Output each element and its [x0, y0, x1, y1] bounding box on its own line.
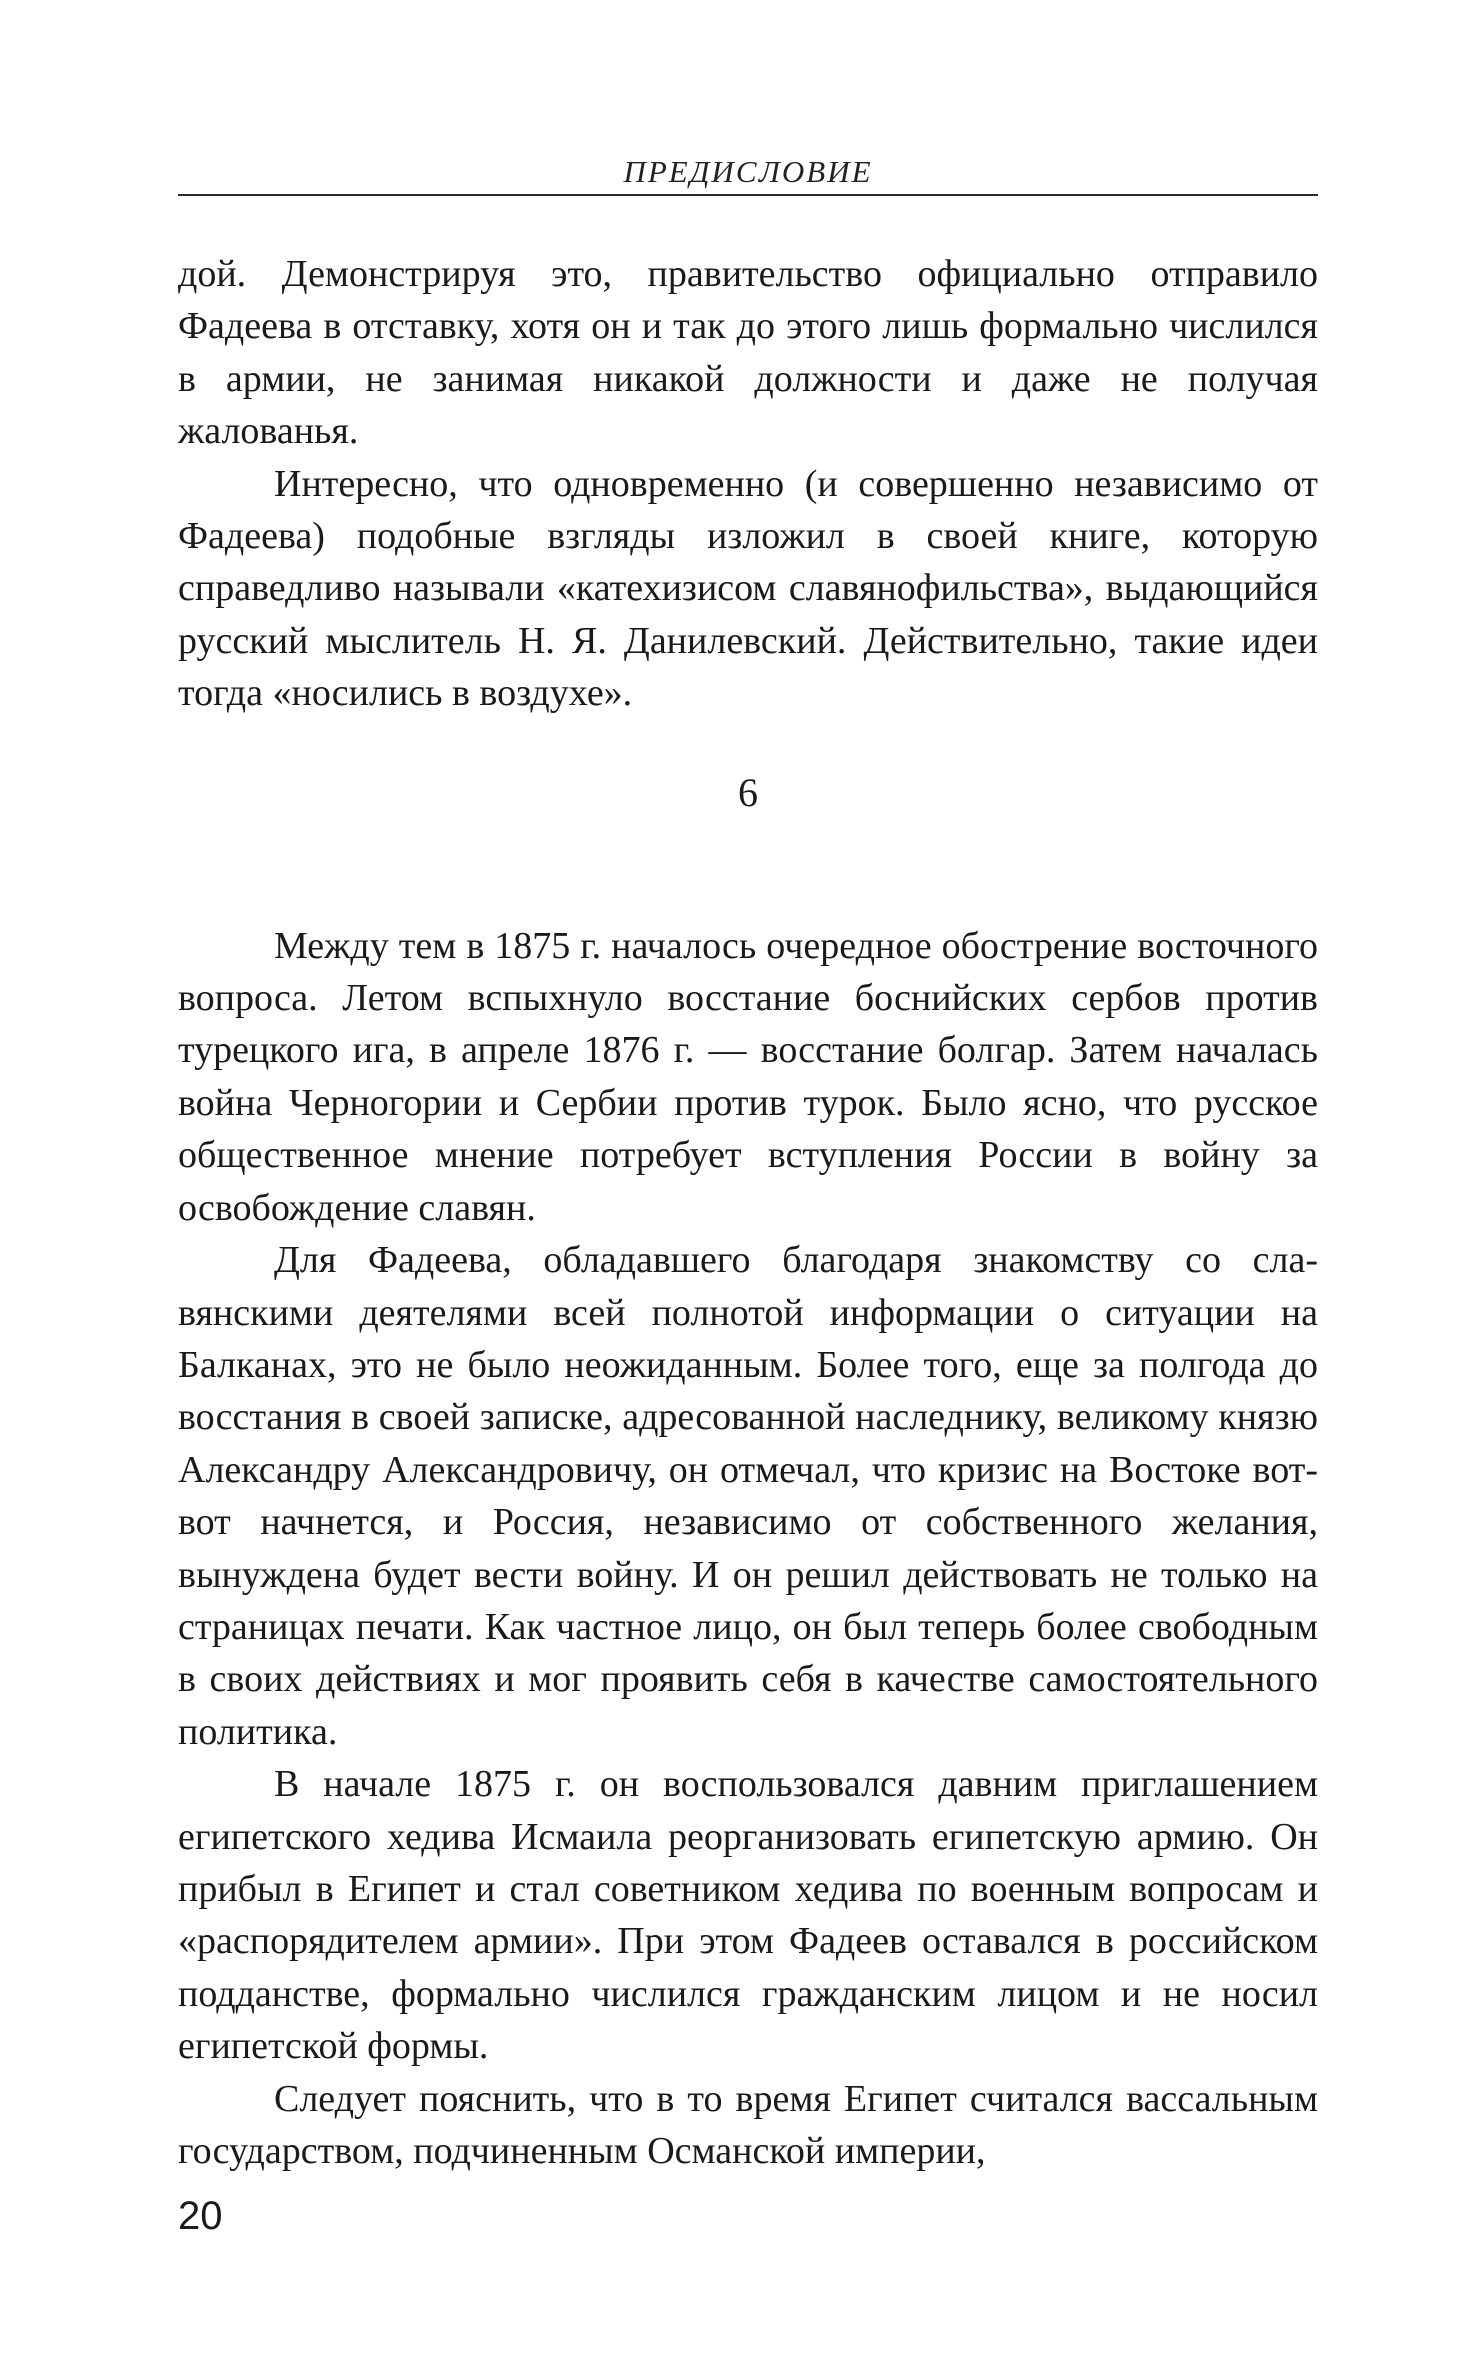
page-body — [178, 248, 1318, 2177]
paragraph: Для Фадеева, обладавшего благодаря знакомству со славянскими деятелями всей полнотой информации о ситуации на Балканах, это не было неожиданным. Более того, еще за полгода до восстания в своей записке, адресованной наследнику, великому князю Александру Александровичу, он отмечал, что кризис на Востоке вот-вот начнется, и Россия, независимо от собственного желания, вынуждена будет вести войну. И он решил действовать не только на страницах печати. Как частное лицо, он был теперь более свободным в своих действиях и мог проявить себя в качестве самостоятельного политика. — [178, 1239, 1318, 1753]
paragraph-continued: дой. Демонстрируя это, правительство официально отправило Фадеева в отставку, хотя он и так до этого лишь формально числился в армии, не занимая никакой должности и даже не получая жалованья. — [178, 253, 1318, 453]
page-number: 20 — [178, 2194, 223, 2238]
paragraph: В начале 1875 г. он воспользовался давним приглашением египетского хедива Исмаила реорганизовать египетскую армию. Он прибыл в Египет и стал советником хедива по военным вопросам и «распорядителем армии». При этом Фадеев оставался в российском подданстве, формально числился гражданским лицом и не носил египетской формы. — [178, 1763, 1318, 2068]
running-header — [178, 150, 1318, 196]
section-number: 6 — [738, 769, 758, 815]
paragraph: Между тем в 1875 г. началось очередное обострение восточного вопроса. Летом вспыхнуло восстание боснийских сербов против турецкого ига, в апреле 1876 г. — восстание болгар. Затем началась война Черногории и Сербии против турок. Было ясно, что русское общественное мнение потребует вступления России в войну за освобождение славян. — [178, 924, 1318, 1229]
paragraph: Следует пояснить, что в то время Египет считался вассальным государством, подчиненным Османской империи, — [178, 2077, 1318, 2172]
running-title: ПРЕДИСЛОВИЕ — [623, 154, 873, 189]
paragraph: Интересно, что одновременно (и совершенно независимо от Фадеева) подобные взгляды изложил в своей книге, которую справедливо называли «катехизисом славянофильства», выдающийся русский мыслитель Н. Я. Данилевский. Действительно, такие идеи тогда «носились в воздухе». — [178, 462, 1318, 715]
